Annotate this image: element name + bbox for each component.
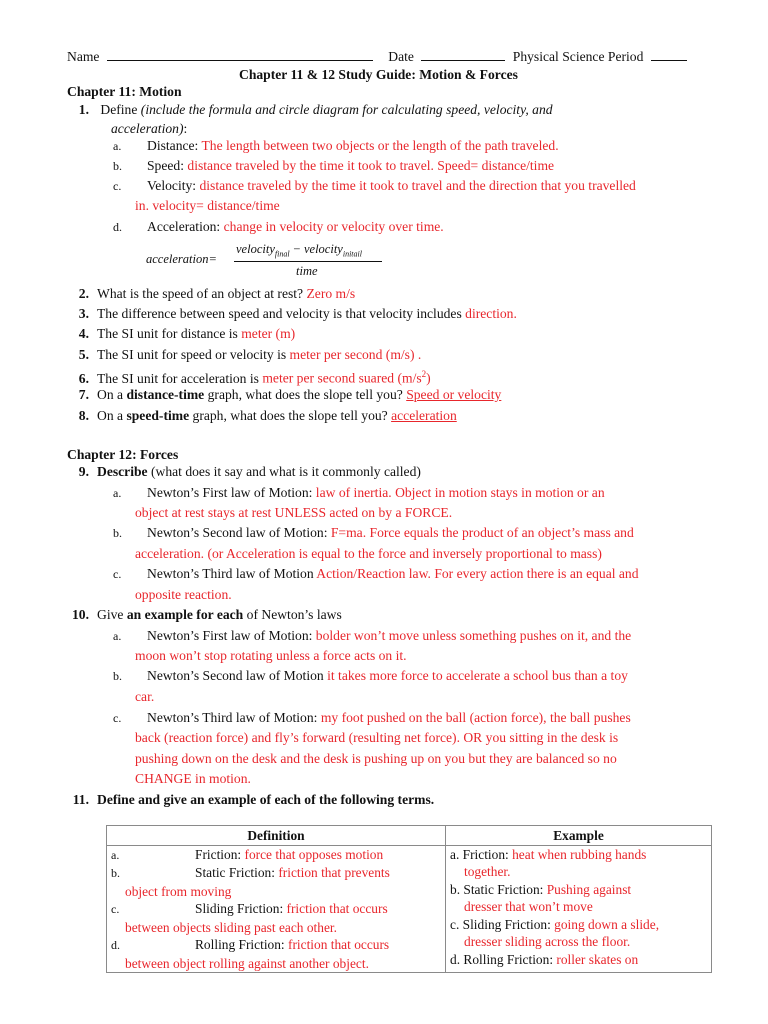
chapter-12-heading: Chapter 12: Forces	[67, 447, 179, 462]
q1-item-a	[113, 137, 559, 155]
item-letter: d.	[111, 938, 120, 952]
example-text: going down a slide,	[554, 916, 660, 932]
item-answer: Action/Reaction law. For every action there is an equal and	[316, 566, 639, 581]
q1-item-b	[113, 157, 554, 175]
q1-note-line2: acceleration)	[111, 121, 184, 136]
item-letter: c.	[113, 179, 122, 193]
formula-sub-a: final	[274, 249, 290, 259]
item-term: Newton’s Third law of Motion:	[147, 710, 321, 725]
date-label: Date	[388, 49, 414, 64]
definition-c	[111, 900, 441, 919]
question-text-end: graph, what does the slope tell you?	[204, 387, 407, 402]
definition-text: force that opposes motion	[244, 846, 384, 862]
superscript: 2	[421, 369, 427, 379]
item-letter: d.	[113, 220, 122, 234]
question-answer: meter per second suared (m/s	[262, 370, 422, 386]
question-3	[67, 305, 517, 322]
item-letter: a.	[113, 629, 122, 643]
item-answer: distance traveled by the time it took to travel and the direction that you travelled	[199, 178, 636, 193]
question-answer: acceleration	[391, 408, 457, 423]
question-text: The difference between speed and velocity is that velocity includes	[97, 306, 466, 321]
question-text: The SI unit for speed or velocity is	[97, 347, 290, 362]
item-letter: a.	[113, 139, 122, 153]
example-a-cont: together.	[464, 864, 511, 879]
fraction-bar	[234, 261, 382, 262]
item-letter: c.	[113, 711, 122, 725]
example-text: roller skates on	[556, 951, 639, 967]
period-blank[interactable]	[651, 48, 687, 61]
item-term: Newton’s First law of Motion:	[147, 628, 316, 643]
item-letter: b.	[111, 866, 120, 880]
question-1	[67, 101, 553, 118]
item-answer: F=ma. Force equals the product of an object’s mass and	[330, 525, 634, 540]
question-number: 9.	[78, 464, 89, 479]
table-row	[107, 845, 712, 973]
formula-denominator: time	[296, 264, 318, 278]
item-letter: a.	[113, 486, 122, 500]
definition-term: Friction:	[195, 846, 245, 862]
definition-term: Rolling Friction:	[195, 937, 288, 952]
question-text-end: graph, what does the slope tell you?	[189, 408, 392, 423]
terms-table	[106, 825, 712, 973]
definition-text: friction that prevents	[278, 865, 390, 880]
q1-note-end: :	[183, 121, 188, 136]
question-bold: distance-time	[126, 387, 205, 402]
q10-item-b	[113, 667, 628, 685]
definition-header: Definition	[107, 826, 446, 846]
question-5	[67, 346, 421, 363]
question-text: What is the speed of an object at rest?	[97, 286, 307, 301]
q1-note-line1: (include the formula and circle diagram for calculating speed, velocity, and	[140, 102, 553, 117]
q10-item-b-cont: car.	[135, 689, 155, 704]
formula-lhs: acceleration=	[146, 252, 217, 266]
definition-c-cont: between objects sliding past each other.	[125, 919, 337, 935]
item-letter: b.	[113, 669, 122, 683]
header-line	[67, 48, 687, 65]
item-term: Distance:	[147, 138, 202, 153]
q9-item-b-cont: acceleration. (or Acceleration is equal to the force and inversely proportional to mass)	[135, 546, 602, 561]
date-blank[interactable]	[421, 48, 505, 61]
definition-d-cont: between object rolling against another object.	[125, 955, 369, 971]
example-a	[450, 846, 707, 864]
definition-term: Static Friction:	[195, 865, 279, 880]
question-number: 8.	[78, 408, 89, 423]
q9-rest: (what does it say and what is it commonly called)	[147, 464, 421, 479]
example-c	[450, 916, 707, 934]
examples-cell	[446, 845, 712, 973]
question-number: 1.	[78, 102, 89, 117]
table-header-row	[107, 826, 712, 846]
formula-minus: −	[292, 242, 301, 256]
q10-item-a	[113, 627, 631, 645]
question-answer: Zero m/s	[306, 286, 356, 301]
item-letter: b.	[113, 526, 122, 540]
question-8	[67, 407, 457, 424]
q9-item-c-cont: opposite reaction.	[135, 587, 232, 602]
q1-item-d	[113, 218, 444, 236]
item-term: Newton’s Third law of Motion	[147, 566, 317, 581]
q1-item-c	[113, 177, 636, 195]
question-text: On a	[97, 387, 127, 402]
example-b	[450, 881, 707, 899]
question-number: 7.	[78, 387, 89, 402]
question-2	[67, 285, 355, 302]
q9-item-c	[113, 565, 639, 583]
item-answer: bolder won’t move unless something pushes on it, and the	[315, 628, 632, 643]
definition-d	[111, 936, 441, 955]
example-d	[450, 951, 707, 969]
question-answer: Speed or velocity	[406, 387, 502, 402]
question-6	[67, 366, 431, 387]
formula-sub-b: initail	[342, 249, 362, 259]
definitions-cell	[107, 845, 446, 973]
item-letter: a.	[111, 847, 120, 862]
question-number: 5.	[78, 347, 89, 362]
question-number: 3.	[78, 306, 89, 321]
q1-item-c-cont: in. velocity= distance/time	[135, 198, 280, 213]
question-7	[67, 386, 501, 403]
q9-item-b	[113, 524, 634, 542]
question-number: 6.	[78, 370, 89, 386]
item-answer: change in velocity or velocity over time.	[223, 219, 444, 234]
example-term: a. Friction:	[450, 846, 513, 862]
definition-text: friction that occurs	[288, 937, 390, 952]
example-term: c. Sliding Friction:	[450, 916, 555, 932]
answer-end: )	[426, 370, 431, 386]
definition-a	[111, 846, 441, 865]
question-number: 2.	[78, 286, 89, 301]
item-term: Acceleration:	[147, 219, 224, 234]
example-term: d. Rolling Friction:	[450, 951, 557, 967]
item-term: Velocity:	[147, 178, 200, 193]
question-text: The SI unit for acceleration is	[97, 370, 263, 386]
item-term: Newton’s Second law of Motion	[147, 668, 328, 683]
example-term: b. Static Friction:	[450, 881, 547, 897]
item-term: Speed:	[147, 158, 188, 173]
item-answer: law of inertia. Object in motion stays in motion or an	[315, 485, 605, 500]
question-number: 10.	[72, 607, 89, 622]
item-term: Newton’s Second law of Motion:	[147, 525, 331, 540]
q10-item-c-cont1: back (reaction force) and fly’s forward (resulting net force). OR you sitting in the desk is	[135, 730, 619, 745]
q10-item-c-cont3: CHANGE in motion.	[135, 771, 251, 786]
q10-bold: an example for each	[126, 607, 244, 622]
example-text: heat when rubbing hands	[512, 846, 647, 862]
item-answer: it takes more force to accelerate a school bus than a toy	[327, 668, 628, 683]
example-header: Example	[446, 826, 712, 846]
question-number: 11.	[72, 792, 89, 807]
definition-b-cont: object from moving	[125, 883, 232, 899]
name-label: Name	[67, 49, 100, 64]
formula-term-b: velocity	[303, 242, 343, 256]
question-bold: speed-time	[126, 408, 190, 423]
item-letter: c.	[111, 902, 120, 916]
question-9	[67, 463, 421, 480]
q10-lead: Give	[97, 607, 127, 622]
chapter-11-heading: Chapter 11: Motion	[67, 84, 182, 99]
q9-item-a	[113, 484, 605, 502]
q1-lead: Define	[100, 102, 141, 117]
page-title: Chapter 11 & 12 Study Guide: Motion & Forces	[239, 67, 518, 82]
q11-text: Define and give an example of each of the following terms.	[97, 792, 435, 807]
item-answer: my foot pushed on the ball (action force), the ball pushes	[320, 710, 631, 725]
example-b-cont: dresser that won’t move	[464, 899, 593, 914]
q10-item-c-cont2: pushing down on the desk and the desk is pushing up on you but they are balanced so no	[135, 751, 617, 766]
q9-item-a-cont: object at rest stays at rest UNLESS acted on by a FORCE.	[135, 505, 453, 520]
question-number: 4.	[78, 326, 89, 341]
question-answer: direction.	[465, 306, 517, 321]
question-answer: meter (m)	[241, 326, 296, 341]
definition-text: friction that occurs	[286, 901, 388, 916]
period-label: Physical Science Period	[512, 49, 644, 64]
q10-item-a-cont: moon won’t stop rotating unless a force acts on it.	[135, 648, 407, 663]
q10-rest: of Newton’s laws	[243, 607, 342, 622]
item-answer: The length between two objects or the length of the path traveled.	[201, 138, 559, 153]
item-letter: c.	[113, 567, 122, 581]
question-answer: meter per second (m/s) .	[289, 347, 422, 362]
q9-lead: Describe	[97, 464, 148, 479]
definition-term: Sliding Friction:	[195, 901, 287, 916]
question-1-cont	[111, 120, 187, 137]
item-term: Newton’s First law of Motion:	[147, 485, 316, 500]
example-text: Pushing against	[546, 881, 632, 897]
example-c-cont: dresser sliding across the floor.	[464, 934, 631, 949]
name-blank[interactable]	[107, 48, 373, 61]
question-11	[67, 791, 434, 808]
definition-b	[111, 864, 441, 883]
question-text: On a	[97, 408, 127, 423]
formula-term-a: velocity	[236, 242, 275, 256]
item-answer: distance traveled by the time it took to travel. Speed= distance/time	[187, 158, 555, 173]
formula-numerator	[236, 242, 362, 259]
q10-item-c	[113, 709, 631, 727]
question-10	[67, 606, 342, 623]
item-letter: b.	[113, 159, 122, 173]
question-text: The SI unit for distance is	[97, 326, 242, 341]
question-4	[67, 325, 295, 342]
